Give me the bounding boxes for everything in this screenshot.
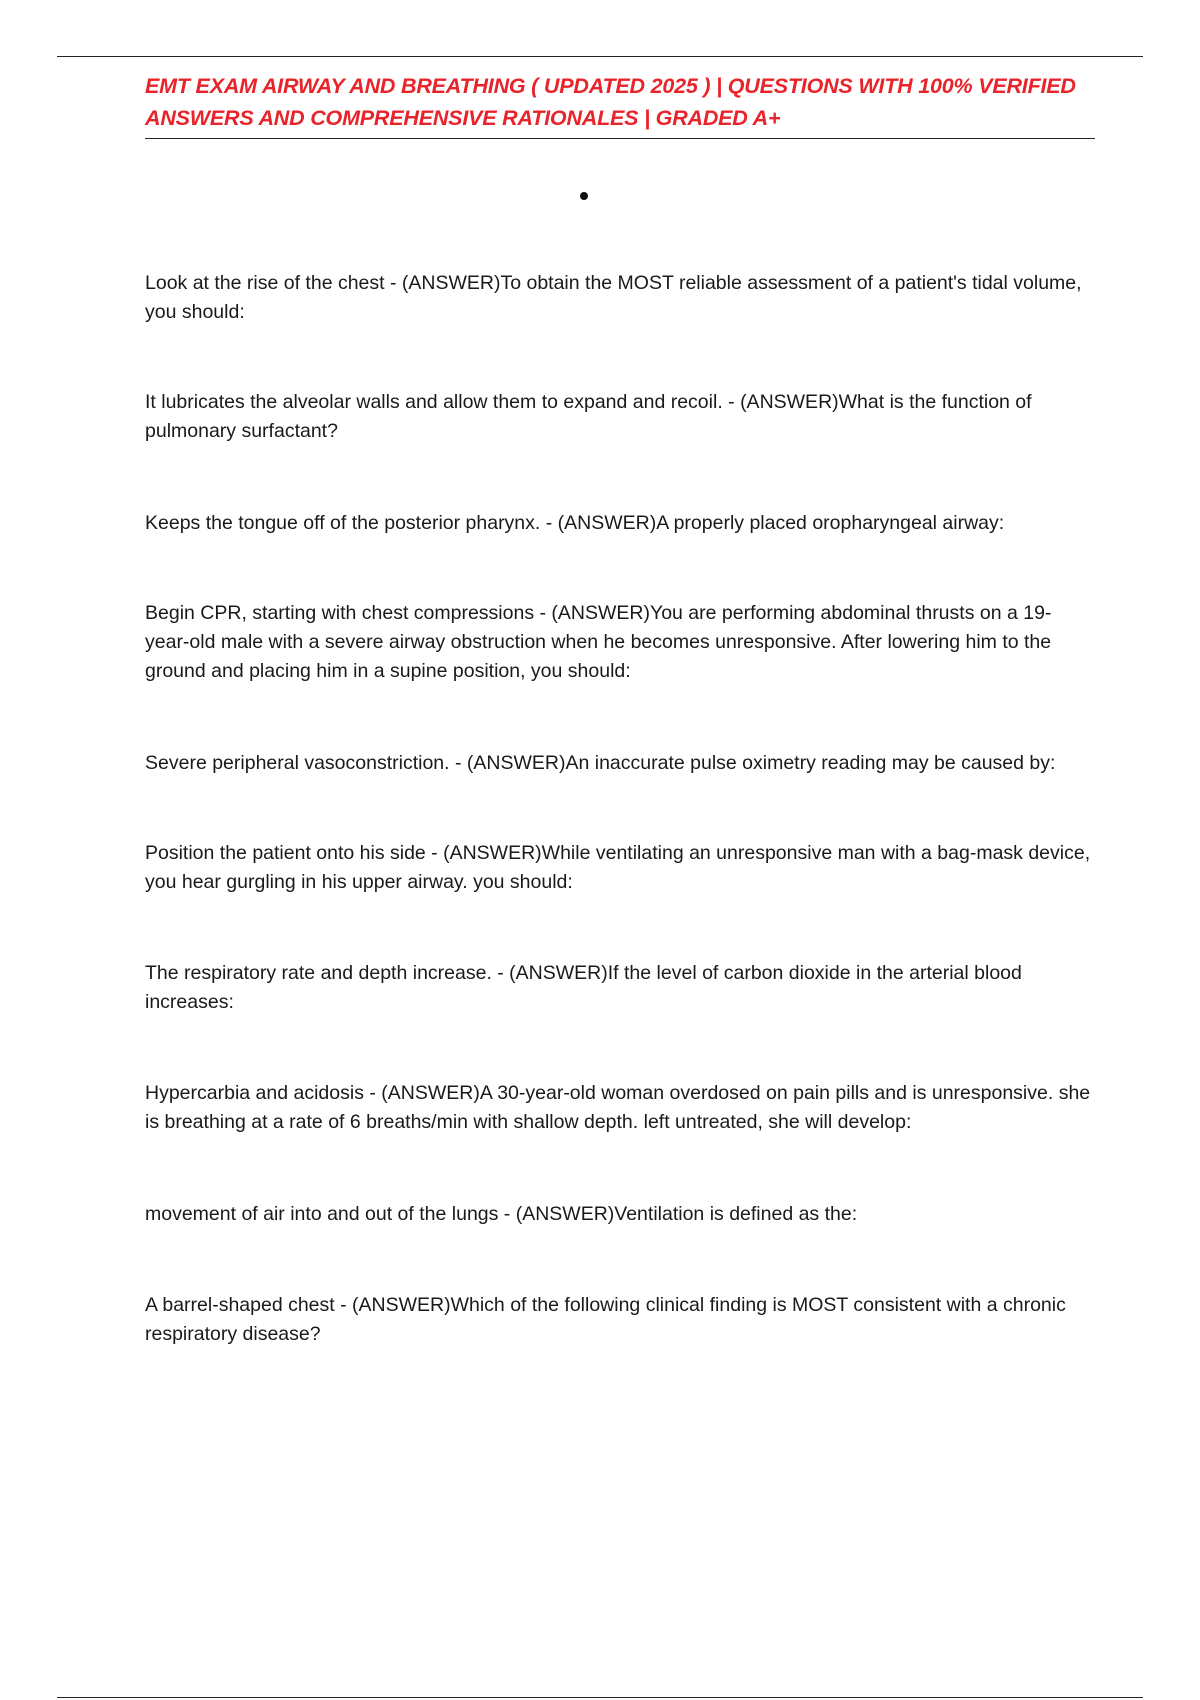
document-title: EMT EXAM AIRWAY AND BREATHING ( UPDATED 2025 ) | QUESTIONS WITH 100% VERIFIED ANSWERS AND COMPREHENSIVE RATIONALES | GRADED A+	[145, 74, 1076, 130]
qa-item-1: Look at the rise of the chest - (ANSWER)To obtain the MOST reliable assessment of a patient's tidal volume, you should:	[145, 272, 1082, 323]
qa-item-4: Begin CPR, starting with chest compressions - (ANSWER)You are performing abdominal thrusts on a 19-year-old male with a severe airway obstruction when he becomes unresponsive. After lowering him to the ground and placing him in a supine position, you should:	[145, 602, 1052, 682]
qa-item-10: A barrel-shaped chest - (ANSWER)Which of the following clinical finding is MOST consistent with a chronic respiratory disease?	[145, 1294, 1066, 1345]
qa-item-9: movement of air into and out of the lungs - (ANSWER)Ventilation is defined as the:	[145, 1203, 858, 1225]
qa-item-7: The respiratory rate and depth increase. - (ANSWER)If the level of carbon dioxide in the arterial blood increases:	[145, 962, 1022, 1013]
qa-item-2: It lubricates the alveolar walls and allow them to expand and recoil. - (ANSWER)What is the function of pulmonary surfactant?	[145, 391, 1032, 442]
qa-item-6: Position the patient onto his side - (ANSWER)While ventilating an unresponsive man with a bag-mask device, you hear gurgling in his upper airway. you should:	[145, 842, 1091, 893]
qa-item-8: Hypercarbia and acidosis - (ANSWER)A 30-year-old woman overdosed on pain pills and is unresponsive. she is breathing at a rate of 6 breaths/min with shallow depth. left untreated, she will develop:	[145, 1082, 1091, 1133]
bottom-rule	[57, 1697, 1143, 1698]
top-rule	[57, 56, 1143, 57]
qa-item-3: Keeps the tongue off of the posterior pharynx. - (ANSWER)A properly placed oropharyngeal airway:	[145, 512, 1005, 534]
qa-item-5: Severe peripheral vasoconstriction. - (ANSWER)An inaccurate pulse oximetry reading may be caused by:	[145, 752, 1056, 774]
document-header	[145, 70, 1095, 139]
bullet-dot	[580, 192, 588, 200]
